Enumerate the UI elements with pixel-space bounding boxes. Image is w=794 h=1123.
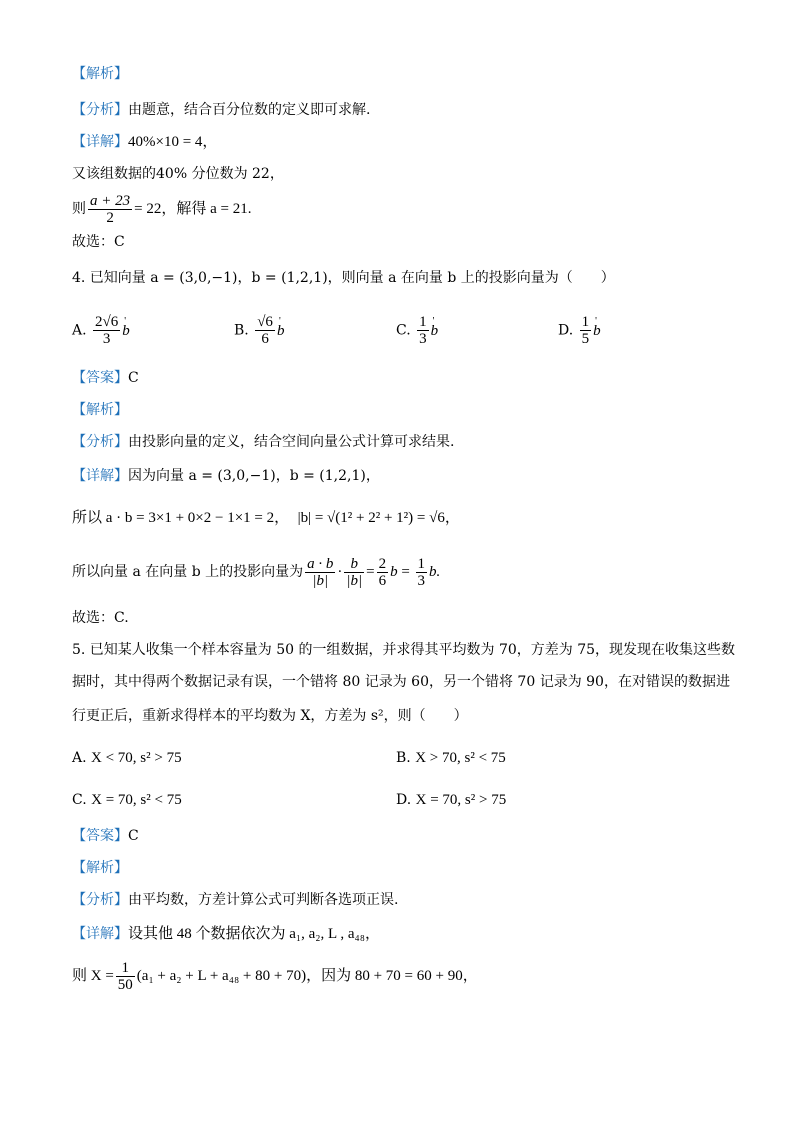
analysis-text: 由平均数，方差计算公式可判断各选项正误.: [128, 892, 399, 908]
analysis-heading-q3: 【解析】: [72, 66, 128, 82]
detail-line-q3: [72, 132, 217, 152]
detail-text: 40%×10 = 4，: [128, 134, 218, 150]
analysis-heading-q4: 【解析】: [72, 402, 128, 418]
projection-suffix: b.: [429, 564, 441, 580]
option-text: X = 70, s² < 75: [91, 792, 182, 808]
option-label: B.: [396, 750, 411, 766]
question-4-stem: 4. 已知向量 a = (3,0,−1)，b = (1,2,1)，则向量 a 在向量 b 上的投影向量为（ ）: [72, 270, 615, 286]
fraction-3: [377, 556, 389, 589]
q4-option-c: [396, 314, 438, 347]
option-text: X > 70, s² < 75: [415, 750, 506, 766]
fraction-2: [344, 556, 364, 589]
fraction-denominator: 3: [417, 572, 426, 589]
fraction-numerator: 1: [116, 960, 135, 977]
option-fraction: [580, 314, 592, 347]
option-label: D.: [558, 322, 574, 339]
q4-option-d: [558, 314, 601, 347]
magnitude-b: |b| = √(1² + 2² + 1²) = √6，: [297, 510, 460, 526]
q5-option-d: [396, 790, 506, 810]
fraction-numerator: b: [344, 556, 364, 573]
option-label: C.: [72, 792, 87, 808]
detail-text: 因为向量 a = (3,0,−1)，b = (1,2,1)，: [128, 468, 380, 484]
fraction: [116, 960, 135, 993]
option-label: B.: [234, 322, 249, 339]
detail-line-2-q5: [72, 956, 478, 996]
answer-tag: 【答案】: [72, 828, 128, 844]
fraction-denominator: 50: [117, 976, 133, 993]
vector-b: ' b: [277, 321, 285, 341]
answer-line-q4: [72, 368, 139, 388]
dot-product: 所以 a · b = 3×1 + 0×2 − 1×1 = 2，: [72, 510, 290, 526]
fraction-4: [416, 556, 428, 589]
q5-option-b: [396, 748, 506, 768]
analysis-line-q4: [72, 432, 454, 452]
vector-b: ' b: [122, 321, 130, 341]
detail-tag: 【详解】: [72, 134, 128, 150]
fraction-numerator: 2: [378, 555, 387, 572]
question-5-stem-1: 5. 已知某人收集一个样本容量为 50 的一组数据，并求得其平均数为 70，方差为 75，现发现在收集这些数: [72, 642, 736, 658]
vector-b: ' b: [431, 321, 439, 341]
projection-prefix: 所以向量 a 在向量 b 上的投影向量为: [72, 564, 304, 580]
fraction-numerator: a · b: [307, 555, 334, 572]
question-5-stem-3: 行更正后，重新求得样本的平均数为 X，方差为 s²，则（ ）: [72, 708, 468, 724]
answer-value: C: [128, 828, 139, 844]
detail-line-q4: [72, 466, 380, 486]
option-fraction: [417, 314, 429, 347]
fraction-1: [305, 556, 335, 589]
fraction-denominator: 3: [102, 331, 111, 347]
option-label: C.: [396, 322, 411, 339]
q5-option-a: [72, 748, 182, 768]
detail-line-3-q4: 所以向量 a 在向量 b 上的投影向量为 $\frac{a \cdot b}{|b|}$ · $\frac{b}{|b|}$ = $\frac{2}{6}$ b = $\frac{1}{3}$ b.: [72, 555, 441, 589]
detail-line-3-prefix: 则: [72, 201, 86, 217]
detail-line-2-q4: [72, 508, 460, 528]
analysis-line-q5: [72, 890, 398, 910]
fraction-numerator: 1: [417, 555, 426, 572]
fraction-denominator: |b|: [312, 572, 329, 589]
analysis-text: 由投影向量的定义，结合空间向量公式计算可求结果.: [128, 434, 455, 450]
choice-line-q4: 故选：C.: [72, 610, 129, 626]
option-label: D.: [396, 792, 412, 808]
option-label: A.: [72, 750, 87, 766]
analysis-tag: 【分析】: [72, 434, 128, 450]
vector-b: ' b: [593, 321, 601, 341]
mean-prefix: 则 X =: [72, 968, 114, 984]
option-text: X = 70, s² > 75: [415, 792, 507, 808]
option-label: A.: [72, 322, 87, 339]
answer-value: C: [128, 370, 139, 386]
answer-tag: 【答案】: [72, 370, 128, 386]
option-fraction: [255, 314, 275, 347]
option-text: X < 70, s² > 75: [91, 750, 182, 766]
fraction-denominator: 3: [419, 331, 427, 347]
analysis-text: 由题意，结合百分位数的定义即可求解.: [128, 102, 371, 118]
detail-tag: 【详解】: [72, 468, 128, 484]
fraction-denominator: |b|: [346, 572, 363, 589]
analysis-tag: 【分析】: [72, 892, 128, 908]
choice-line-q3: 故选：C: [72, 234, 125, 250]
analysis-line-q3: [72, 100, 370, 120]
detail-line-2: 又该组数据的40% 分位数为 22，: [72, 166, 284, 182]
detail-line-3-suffix: = 22，解得 a = 21.: [134, 201, 252, 217]
detail-text: 设其他 48 个数据依次为 a₁, a₂, L , a₄₈，: [128, 926, 380, 942]
fraction-numerator: 2√6: [95, 314, 119, 330]
q5-option-c: [72, 790, 182, 810]
mean-suffix: (a₁ + a₂ + L + a₄₈ + 80 + 70)，因为 80 + 70 = 60 + 90，: [136, 968, 478, 984]
analysis-tag: 【分析】: [72, 102, 128, 118]
fraction-numerator: a + 23: [90, 192, 131, 209]
fraction-denominator: 6: [378, 572, 387, 589]
fraction-numerator: 1: [419, 314, 427, 330]
fraction-denominator: 5: [581, 331, 590, 347]
q4-option-b: [234, 314, 284, 347]
fraction-numerator: √6: [257, 314, 273, 330]
answer-line-q5: [72, 826, 139, 846]
detail-tag: 【详解】: [72, 926, 128, 942]
question-5-stem-2: 据时，其中得两个数据记录有误，一个错将 80 记录为 60，另一个错将 70 记录为 90，在对错误的数据进: [72, 674, 730, 690]
option-fraction: [93, 314, 120, 347]
fraction-denominator: 6: [261, 331, 269, 347]
q4-option-a: [72, 314, 130, 347]
fraction-numerator: 1: [581, 314, 590, 330]
detail-line-3: [72, 192, 251, 226]
fraction-denominator: 2: [106, 209, 114, 226]
detail-line-q5: [72, 924, 380, 944]
analysis-heading-q5: 【解析】: [72, 860, 128, 876]
fraction: [88, 193, 132, 226]
